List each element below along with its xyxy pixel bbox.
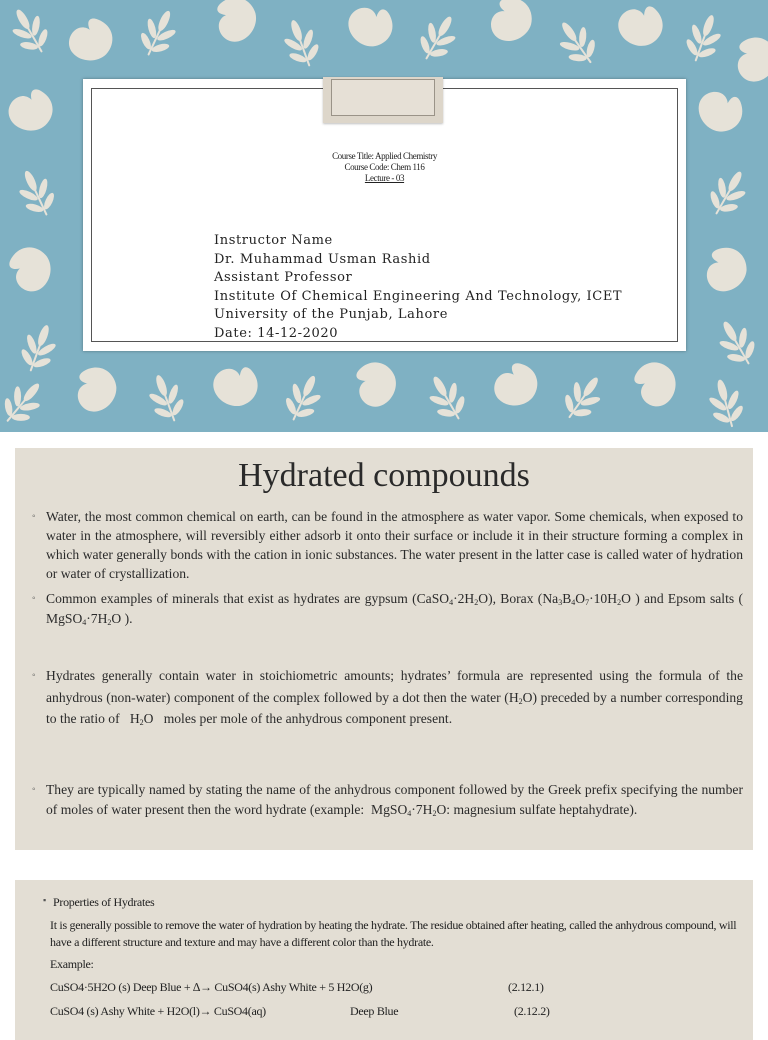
bullet-text: moles per mole of the anhydrous component present. bbox=[163, 711, 453, 726]
properties-paragraph: It is generally possible to remove the water of hydration by heating the hydrate. The residue obtained after heating, called the anhydrous compound, will have a different structure and texture and may have a different color than the hydrate. bbox=[50, 918, 737, 949]
bullet-hydrate-examples bbox=[32, 589, 743, 629]
instructor-institute: Institute Of Chemical Engineering And Technology, ICET bbox=[214, 288, 623, 304]
bullet-marker: ◦ bbox=[32, 670, 36, 681]
bullet-water-intro bbox=[32, 507, 743, 583]
bullet-text: Water, the most common chemical on earth, can be found in the atmosphere as water vapor. Some chemicals, when exposed to water in the atmosphere, will reversibly either adsorb it onto their surface or include it in their structure forming a complex in which water generally bonds with the cation in ionic substances. The water present in the latter case is called water of hydration or water of crystallization. bbox=[46, 509, 743, 581]
bullet-text: Common examples of minerals that exist as hydrates are gypsum ( bbox=[46, 591, 417, 606]
instructor-label: Instructor Name bbox=[214, 233, 333, 248]
hydrated-compounds-slide bbox=[15, 448, 753, 850]
bullet-stoichiometry bbox=[32, 665, 743, 730]
properties-heading-text: Properties of Hydrates bbox=[53, 895, 155, 909]
bullet-text: Hydrates generally contain water in stoichiometric amounts; hydrates’ formula are represented using the formula of the anhydrous (non-water) component of the complex followed by a dot then the water ( bbox=[46, 668, 743, 705]
equation-color: Deep Blue bbox=[350, 1004, 399, 1018]
slide-title: Hydrated compounds bbox=[238, 457, 530, 494]
formula-water: $H_2O$ bbox=[129, 711, 154, 727]
formula-epsom: $MgSO_4\cdot 7H_2O$ bbox=[46, 611, 122, 627]
course-info bbox=[83, 151, 686, 184]
formula-water: $H_2O$ bbox=[508, 689, 533, 706]
instructor-name: Dr. Muhammad Usman Rashid bbox=[214, 251, 431, 267]
paper-tab-inner bbox=[331, 79, 435, 116]
paper-tab bbox=[323, 77, 443, 123]
course-title: Course Title: Applied Chemistry bbox=[332, 151, 437, 161]
bullet-text: : magnesium sulfate heptahydrate). bbox=[446, 802, 638, 817]
bullet-marker: ◦ bbox=[32, 784, 36, 795]
bullet-marker: ◦ bbox=[32, 593, 36, 604]
title-card bbox=[83, 79, 686, 351]
instructor-position: Assistant Professor bbox=[214, 270, 353, 286]
bullet-text: ) preceded by a number corresponding to the ratio of bbox=[46, 689, 743, 726]
title-slide bbox=[0, 0, 768, 432]
equation-number: (2.12.1) bbox=[508, 980, 544, 994]
bullet-naming bbox=[32, 780, 743, 820]
bullet-text: ) and Epsom salts ( bbox=[635, 591, 743, 606]
properties-heading bbox=[43, 895, 155, 910]
formula-epsom: $MgSO_4\cdot 7H_2O$ bbox=[371, 802, 447, 818]
lecture-date: Date: 14-12-2020 bbox=[214, 325, 339, 341]
equation-text: CuSO4·5H2O (s) Deep Blue + ∆→ CuSO4(s) Ashy White + 5 H2O(g) bbox=[50, 980, 373, 994]
equation-text: CuSO4 (s) Ashy White + H2O(l)→ CuSO4(aq) bbox=[50, 1004, 266, 1018]
equation-number: (2.12.2) bbox=[514, 1004, 550, 1018]
example-label: Example: bbox=[50, 957, 94, 971]
formula-gypsum: $CaSO_4\cdot 2H_2O$ bbox=[416, 591, 489, 607]
formula-borax: $Na_3B_4O_7\cdot 10H_2O$ bbox=[542, 591, 631, 607]
bullet-marker: ◦ bbox=[32, 511, 36, 522]
properties-slide bbox=[15, 880, 753, 1040]
bullet-text: ), Borax ( bbox=[488, 591, 543, 606]
instructor-block bbox=[214, 232, 622, 344]
bullet-text: ). bbox=[124, 611, 133, 626]
instructor-university: University of the Punjab, Lahore bbox=[214, 307, 449, 323]
bullet-text: They are typically named by stating the name of the anhydrous component followed by the Greek prefix specifying the number of moles of water present then the word hydrate (example: bbox=[46, 782, 743, 817]
bullet-marker: ▪ bbox=[43, 895, 46, 905]
lecture-number: Lecture - 03 bbox=[364, 173, 405, 183]
course-code: Course Code: Chem 116 bbox=[344, 162, 425, 172]
